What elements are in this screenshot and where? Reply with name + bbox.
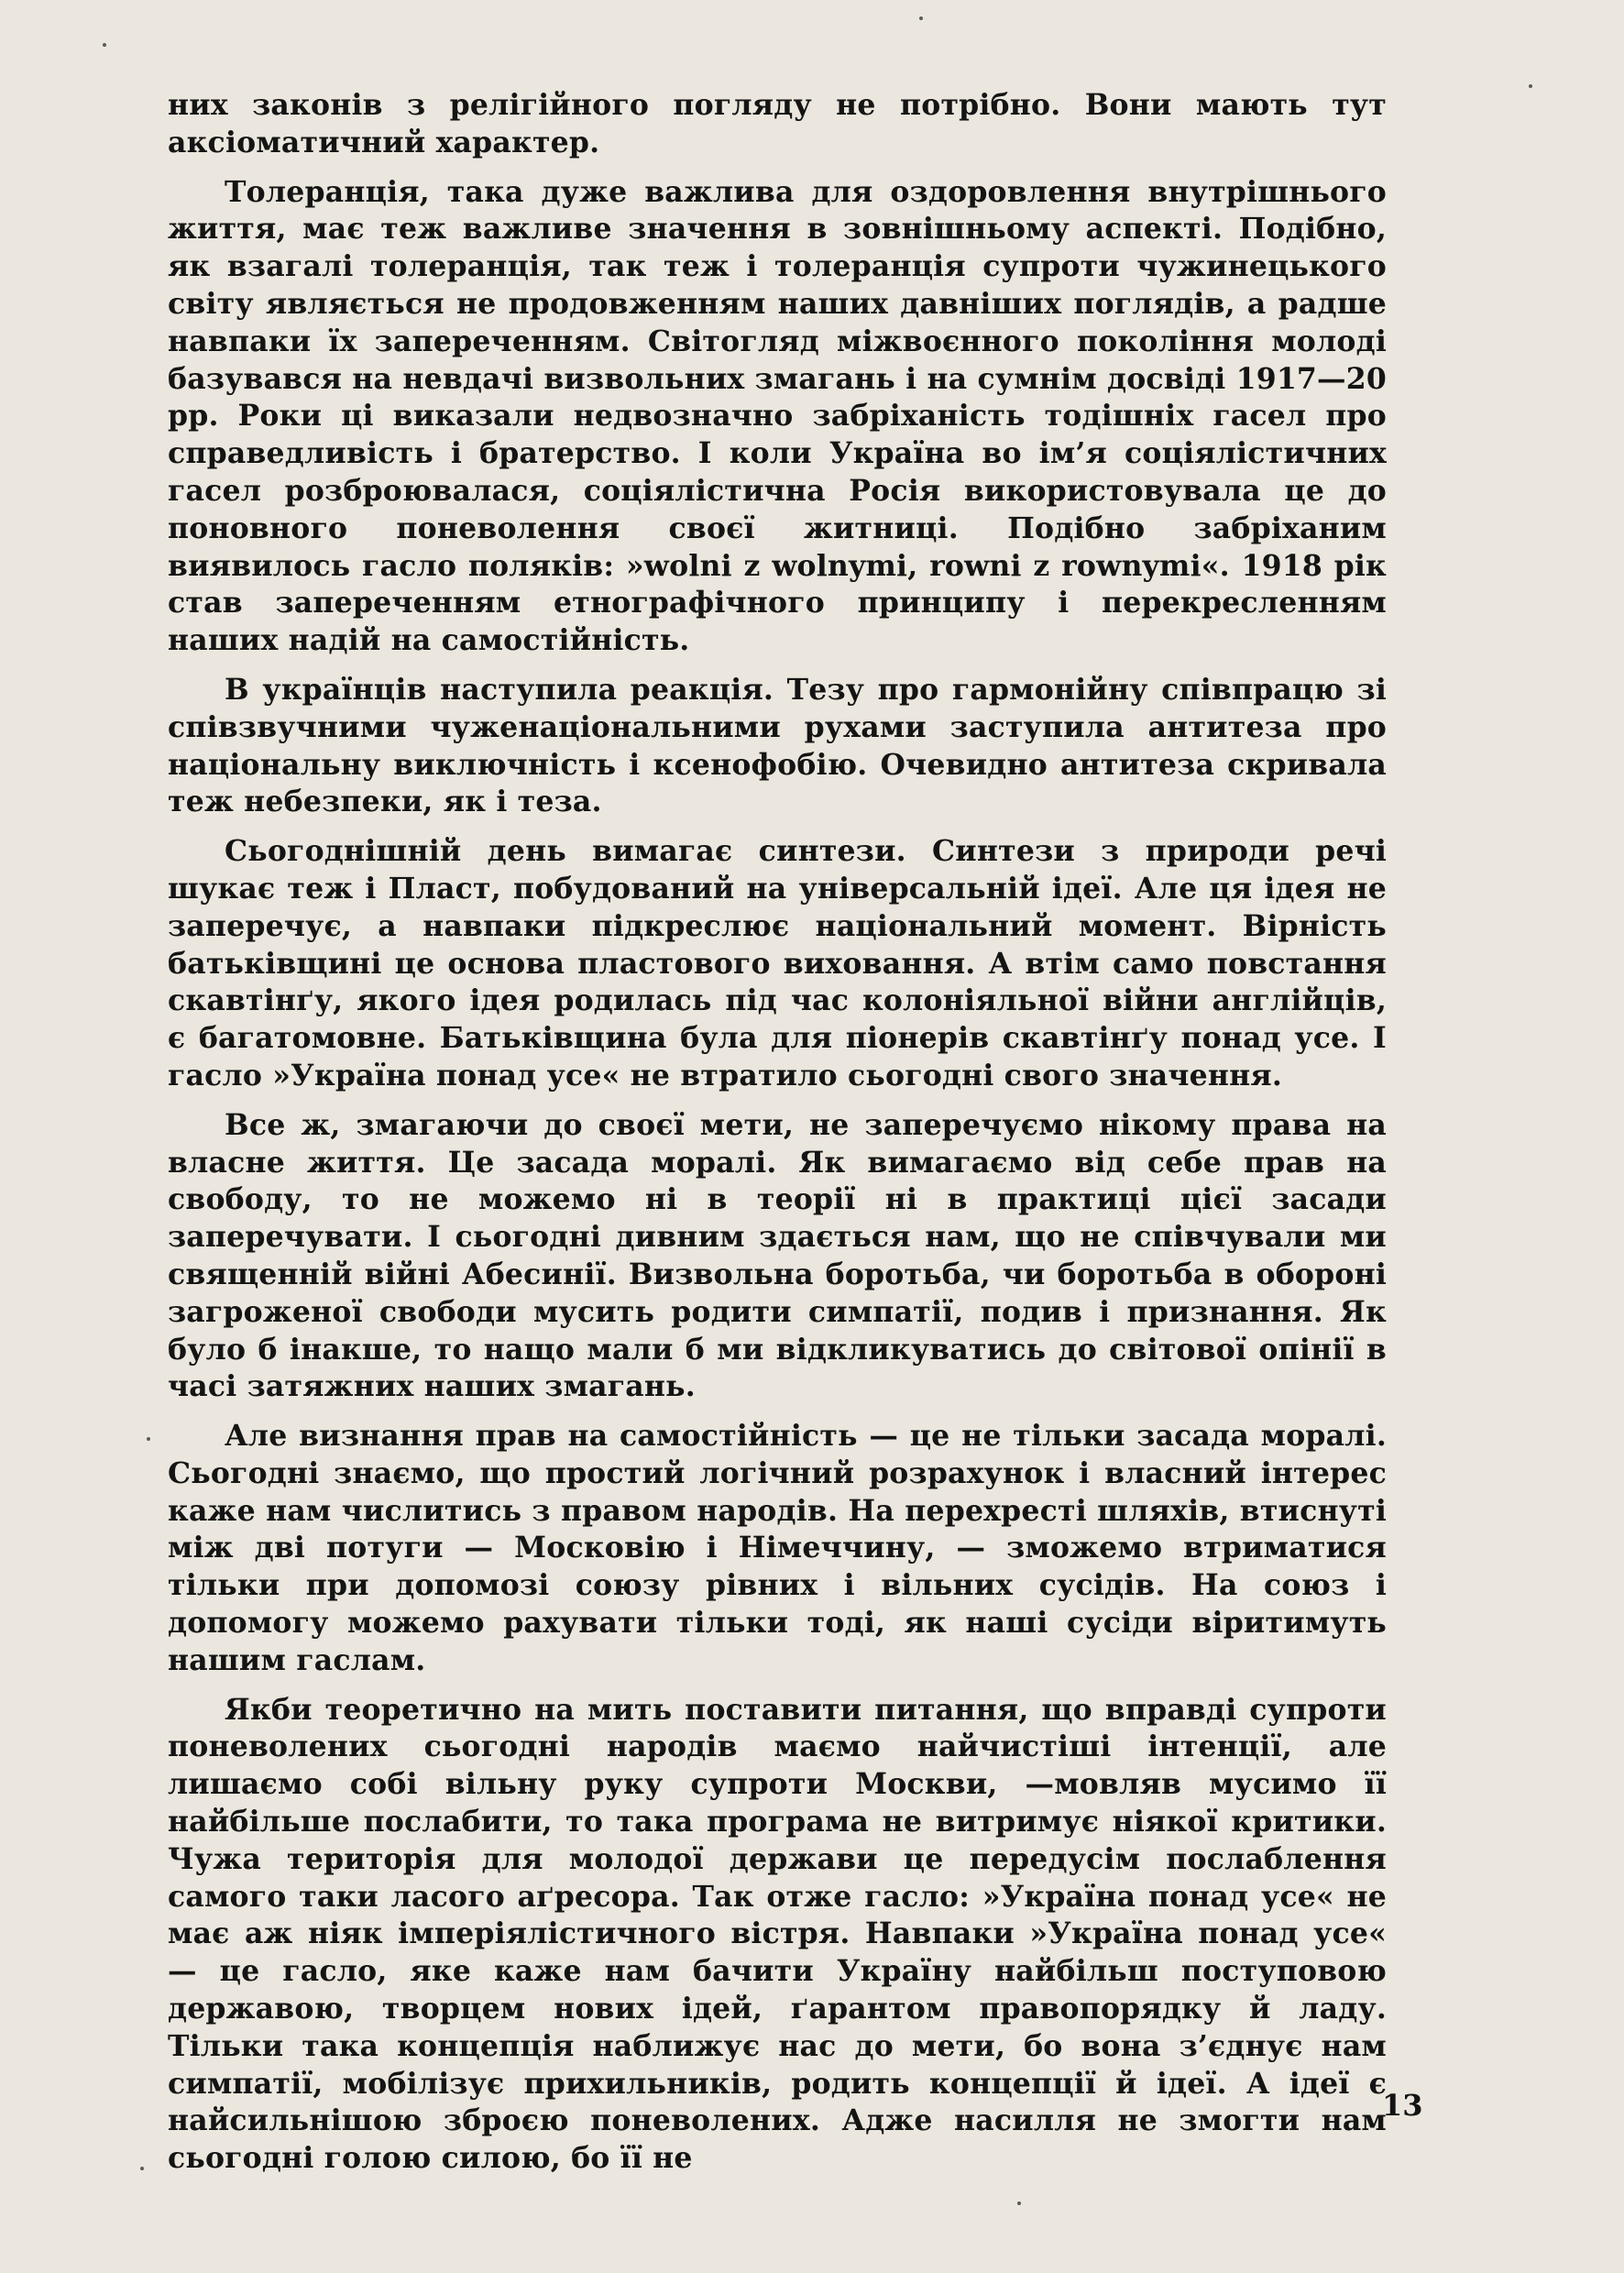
scan-speck <box>1017 2202 1021 2205</box>
scan-speck <box>1529 84 1532 88</box>
paragraph-7: Якби теоретично на мить поставити питання, що вправді супроти поневолених сьогодні народів маємо найчистіші інтенції, але лишаємо собі вільну руку супроти Москви, —мовляв мусимо її найбільше послабити, то така програма не витримує ніякої критики. Чужа територія для молодої держави це передусім послаблення самого таки ласого аґресора. Так отже гасло: »Україна понад усе« не має аж ніяк імперіялістичного вістря. Навпаки »Україна понад усе« — це гасло, яке каже нам бачити Україну найбільш поступовою державою, творцем нових ідей, ґарантом правопорядку й ладу. Тільки така концепція наближує нас до мети, бо вона з’єднує нам симпатії, мобілізує прихильників, родить концепції й ідеї. А ідеї є найсильнішою зброєю поневолених. Адже насилля не змогти нам сьогодні голою силою, бо її не <box>168 1692 1387 2176</box>
scan-speck <box>147 1437 150 1441</box>
scan-speck <box>140 2167 144 2170</box>
paragraph-4: Сьогоднішній день вимагає синтези. Синтези з природи речі шукає теж і Пласт, побудований на універсальній ідеї. Але ця ідея не заперечує, а навпаки підкреслює національний момент. Вірність батьківщині це основа пластового виховання. А втім само повстання скавтінґу, якого ідея родилась під час колоніяльної війни англійців, є багатомовне. Батьківщина була для піонерів скавтінґу понад усе. І гасло »Україна понад усе« не втратило сьогодні свого значення. <box>168 834 1387 1093</box>
paragraph-2: Толеранція, така дуже важлива для оздоровлення внутрішнього життя, має теж важливе значення в зовнішньому аспекті. Подібно, як взагалі толеранція, так теж і толеранція супроти чужинецького світу являється не продовженням наших давніших поглядів, а радше навпаки їх запереченням. Світогляд міжвоєнного покоління молоді базувався на невдачі визвольних змагань і на сумнім досвіді 1917—20 рр. Роки ці виказали недвозначно забріханість тодішніх гасел про справедливість і братерство. І коли Україна во ім’я соціялістичних гасел розброювалася, соціялістична Росія використовувала це до поновного поневолення своєї житниці. Подібно забріханим виявилось гасло поляків: »wolni z wolnymi, rowni z rownymi«. 1918 рік став запереченням етнографічного принципу і перекресленням наших надій на самостійність. <box>168 174 1387 658</box>
scan-speck <box>919 16 923 20</box>
scan-speck <box>103 43 106 47</box>
paragraph-3: В українців наступила реакція. Тезу про гармонійну співпрацю зі співзвучними чуженаціональними рухами заступила антитеза про національну виключність і ксенофобію. Очевидно антитеза скривала теж небезпеки, як і теза. <box>168 672 1387 819</box>
page-number: 13 <box>1382 2088 1423 2123</box>
body-text <box>168 87 1387 2190</box>
paragraph-6: Але визнання прав на самостійність — це не тільки засада моралі. Сьогодні знаємо, що простий логічний розрахунок і власний інтерес каже нам числитись з правом народів. На перехресті шляхів, втиснуті між дві потуги — Московію і Німеччину, — зможемо втриматися тільки при допомозі союзу рівних і вільних сусідів. На союз і допомогу можемо рахувати тільки тоді, як наші сусіди віритимуть нашим гаслам. <box>168 1419 1387 1677</box>
paragraph-5: Все ж, змагаючи до своєї мети, не заперечуємо нікому права на власне життя. Це засада моралі. Як вимагаємо від себе прав на свободу, то не можемо ні в теорії ні в практиці цієї засади заперечувати. І сьогодні дивним здається нам, що не співчували ми священній війні Абесинії. Визвольна боротьба, чи боротьба в обороні загроженої свободи мусить родити симпатії, подив і признання. Як було б інакше, то нащо мали б ми відкликуватись до світової опінії в часі затяжних наших змагань. <box>168 1107 1387 1404</box>
paragraph-1: них законів з релігійного погляду не потрібно. Вони мають тут аксіоматичний характер. <box>168 88 1387 159</box>
